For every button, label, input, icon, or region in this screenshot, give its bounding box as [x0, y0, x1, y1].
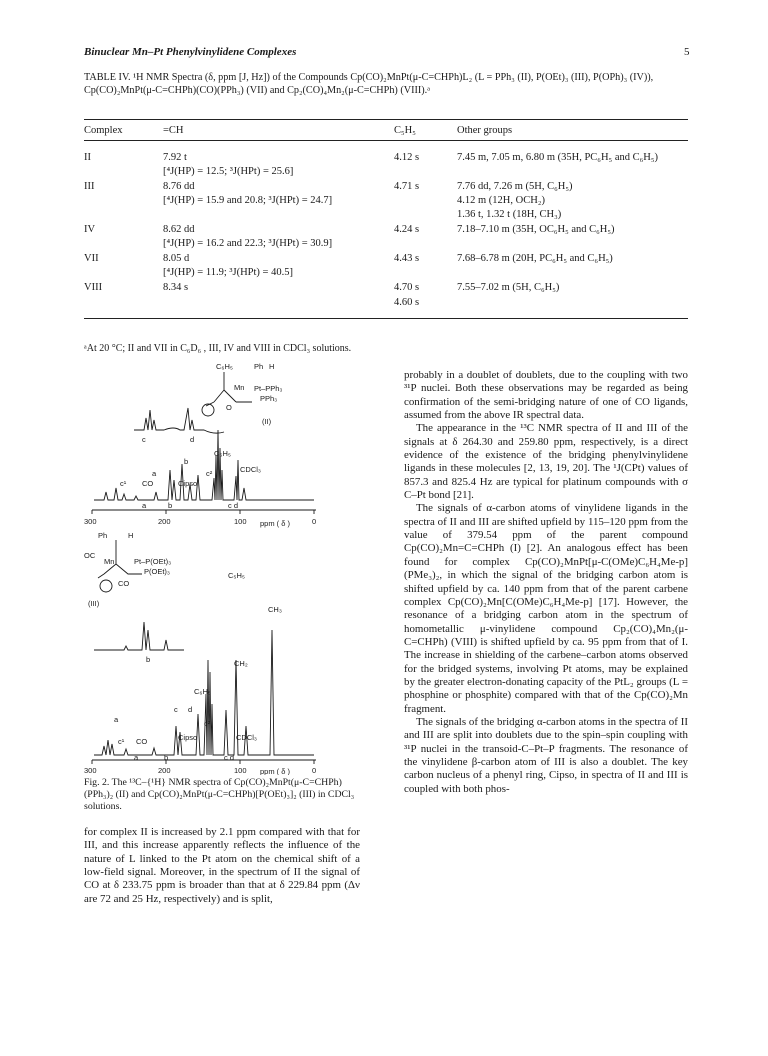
peak-label: c²: [204, 719, 211, 728]
struct-label: Pt–P(OEt)₃: [134, 557, 172, 566]
paragraph: for complex II is increased by 2.1 ppm compared with that for III, and this increase apparently reflects the influence of the nature of L linked to the Pt atom on the chemical shift of a low-field signal. Moreover, in the spectrum of II the signal of CO at δ 233.75 ppm is broader than that at δ 229.84 ppm (Δν are 72 and 25 Hz, respectively) and is split,: [84, 826, 360, 905]
col-header-c5h5: C₅H₅: [394, 125, 416, 136]
table-row-c5h5: 4.43 s: [394, 253, 420, 264]
table-header-rule: [84, 140, 688, 141]
running-title: Binuclear Mn–Pt Phenylvinylidene Complexes: [84, 46, 297, 58]
table-row-other: 7.45 m, 7.05 m, 6.80 m (35H, PC₆H₅ and C₆H₅): [457, 152, 659, 163]
peak-label: b: [164, 753, 169, 762]
axis-label: ppm ( δ ): [260, 767, 291, 775]
table-row-other: 7.55–7.02 m (5H, C₆H₅): [457, 282, 560, 293]
table-row-c5h5: 4.12 s: [394, 152, 420, 163]
peak-label: CO: [136, 737, 148, 746]
peak-label: a: [152, 469, 157, 478]
peak-label: b: [146, 655, 151, 664]
table-row-coupling: [⁴J(HP) = 12.5; ³J(HPt) = 25.6]: [163, 166, 294, 177]
table-row-complex: VIII: [84, 282, 103, 293]
struct-label: P(OEt)₃: [144, 567, 170, 576]
table-row-coupling: [⁴J(HP) = 15.9 and 20.8; ³J(HPt) = 24.7]: [163, 195, 333, 206]
peak-label: c²: [206, 469, 213, 478]
struct-label: Pt–PPh₃: [254, 384, 283, 393]
peak-label: a: [134, 753, 139, 762]
peak-label: Cipso: [178, 733, 198, 742]
peak-label: c¹: [120, 479, 127, 488]
peak-label: C₅H₅: [214, 449, 231, 458]
col-header-other: Other groups: [457, 125, 513, 136]
table-row-ch: 7.92 t: [163, 152, 187, 163]
struct-label: CO: [118, 579, 130, 588]
axis-tick: 0: [312, 766, 317, 775]
table-footnote: ᵃAt 20 °C; II and VII in C₆D₆ , III, IV and VIII in CDCl₃ solutions.: [84, 343, 352, 354]
table-row-ch: 8.05 d: [163, 253, 190, 264]
peak-label: CO: [142, 479, 154, 488]
paragraph: The appearance in the ¹³C NMR spectra of II and III of the signals at δ 264.30 and 259.80 ppm, respectively, is a direct evidence of the existence of the bridging phenylvinylidene ligands in these molecules [2, 13, 19, 20]. The ¹J(CPt) values of 857.3 and 825.4 Hz are typical for platinum compounds with σ C–Pt bond [21].: [404, 422, 688, 502]
peak-label: d: [188, 705, 193, 714]
peak-label: a: [142, 501, 147, 510]
peak-label: b: [168, 501, 173, 510]
axis-tick: 200: [158, 517, 171, 526]
peak-label: c: [174, 705, 178, 714]
compound-label: (II): [262, 417, 272, 426]
struct-label: C₆H₅: [216, 362, 233, 371]
struct-label: Ph: [254, 362, 264, 371]
axis-tick: 0: [312, 517, 317, 526]
peak-label: b: [184, 457, 189, 466]
col-header-ch: =CH: [163, 125, 184, 136]
table-row-c5h5: 4.71 s: [394, 181, 420, 192]
table-row-other: 7.76 dd, 7.26 m (5H, C₆H₅): [457, 181, 573, 192]
paragraph: probably in a doublet of doublets, due to the coupling with two ³¹P nuclei. Both these observations may be regarded as being confirmation of the semi-bridging nature of one of CO ligands, assumed from the above IR spectral data.: [404, 369, 688, 422]
table-row-complex: II: [84, 152, 91, 163]
peak-label: c¹: [118, 737, 125, 746]
table-row-c5h5: 4.70 s: [394, 282, 420, 293]
struct-label: PPh₃: [260, 394, 278, 403]
peak-label: Cipso: [178, 479, 198, 488]
struct-label: OC: [84, 551, 96, 560]
table-row-complex: IV: [84, 224, 96, 235]
axis-label: ppm ( δ ): [260, 519, 291, 528]
struct-label: Ph: [98, 531, 108, 540]
peak-label: c d: [224, 753, 235, 762]
axis-tick: 100: [234, 766, 247, 775]
table-caption: TABLE IV. ¹H NMR Spectra (δ, ppm [J, Hz]) of the Compounds Cp(CO)₂MnPt(μ-C=CHPh)L₂ (L = PPh₃ (II), P(OEt)₃ (III), P(OPh)₃ (IV)), Cp(CO)₂MnPt(μ-C=CHPh)(CO)(PPh₃) (VII) and Cp₂(CO)₄Mn₂(μ-C=CHPh) (VIII).ᵃ: [84, 72, 654, 96]
peak-label: C₆H₅: [194, 687, 211, 696]
col-header-complex: Complex: [84, 125, 123, 136]
table-row-other: 4.12 m (12H, OCH₂): [457, 195, 545, 206]
peak-label: C₅H₅: [228, 571, 245, 580]
struct-label: Mn: [104, 557, 115, 566]
nmr-spectra-figure: [84, 360, 364, 775]
table-row-ch: 8.62 dd: [163, 224, 195, 235]
peak-label: CH₃: [268, 605, 282, 614]
axis-tick: 100: [234, 517, 247, 526]
table-row-ch: 8.76 dd: [163, 181, 195, 192]
table-row-other: 7.68–6.78 m (20H, PC₆H₅ and C₆H₅): [457, 253, 613, 264]
table-row-other: 7.18–7.10 m (35H, OC₆H₅ and C₆H₅): [457, 224, 615, 235]
table-row-coupling: [⁴J(HP) = 11.9; ³J(HPt) = 40.5]: [163, 267, 293, 278]
paragraph: The signals of α-carbon atoms of vinylidene ligands in the spectra of II and III are shifted upfield by 115–120 ppm from the value of 379.54 ppm of the parent compound Cp(CO)₂Mn=C=CHPh (I) [2]. An analogous effect has been found for complex Cp(CO)₂MnPt[μ-C(OMe)C₆H₄Me-p](PMe₃)₂, in which the signal of the bridging carbon atom is shifted upfield by ca. 140 ppm from that of the parent carbene complex Cp(CO)₂Mn[C(OMe)C₆H₄Me-p] [17]. However, the resonance of a bridging carbon atom in the spectrum of homometallic μ-vinylidene compound Cp₂(CO)₄Mn₂(μ-C=CHPh) (VIII) is shifted upfield by ca. 95 ppm from that of I. The increase in shielding of the carbene–carbon atoms observed for the bridged systems, involving Pt atoms, may be explained by the greater electron-donating capacity of the PtL₂ groups (L = phosphine or phosphite) compared with that of the Cp(CO)₂Mn fragment.: [404, 502, 688, 715]
struct-label: Mn: [234, 383, 245, 392]
peak-label: CH₂: [234, 659, 248, 668]
axis-tick: 200: [158, 766, 171, 775]
table-row-c5h5: 4.24 s: [394, 224, 420, 235]
axis-tick: 300: [84, 766, 97, 775]
page-number: 5: [684, 46, 690, 58]
table-row-complex: VII: [84, 253, 99, 264]
peak-label: CDCl₃: [240, 465, 261, 474]
table-row-coupling: [⁴J(HP) = 16.2 and 22.3; ³J(HPt) = 30.9]: [163, 238, 333, 249]
table-bottom-rule: [84, 318, 688, 319]
struct-label: O: [226, 403, 232, 412]
peak-label: c d: [228, 501, 239, 510]
peak-label: c: [142, 435, 146, 444]
peak-label: d: [190, 435, 195, 444]
table-row-ch: 8.34 s: [163, 282, 189, 293]
struct-label: H: [128, 531, 134, 540]
left-column: [84, 826, 360, 906]
struct-label: H: [269, 362, 275, 371]
figure-caption: Fig. 2. The ¹³C–{¹H} NMR spectra of Cp(CO)₂MnPt(μ-C=CHPh)(PPh₃)₂ (II) and Cp(CO)₂MnPt(μ-C=CHPh)[P(OEt)₃]₂ (III) in CDCl₃ solutions.: [84, 777, 355, 812]
compound-label: (III): [88, 599, 100, 608]
table-top-rule: [84, 119, 688, 120]
table-row-c5h5: 4.60 s: [394, 297, 420, 308]
peak-label: a: [114, 715, 119, 724]
table-row-complex: III: [84, 181, 95, 192]
paragraph: The signals of the bridging α-carbon atoms in the spectra of II and III are split into doublets due to the spin–spin coupling with ³¹P nuclei in the transoid-C–Pt–P fragments. The resonance of the vinylidene β-carbon atom of III is also a doublet. The key carbon nucleus of a phenyl ring, Cipso, in spectra of II and III is coupled with both phos-: [404, 715, 688, 795]
axis-tick: 300: [84, 517, 97, 526]
table-row-other: 1.36 t, 1.32 t (18H, CH₃): [457, 209, 562, 220]
right-column: [404, 369, 688, 796]
peak-label: CDCl₃: [236, 733, 257, 742]
